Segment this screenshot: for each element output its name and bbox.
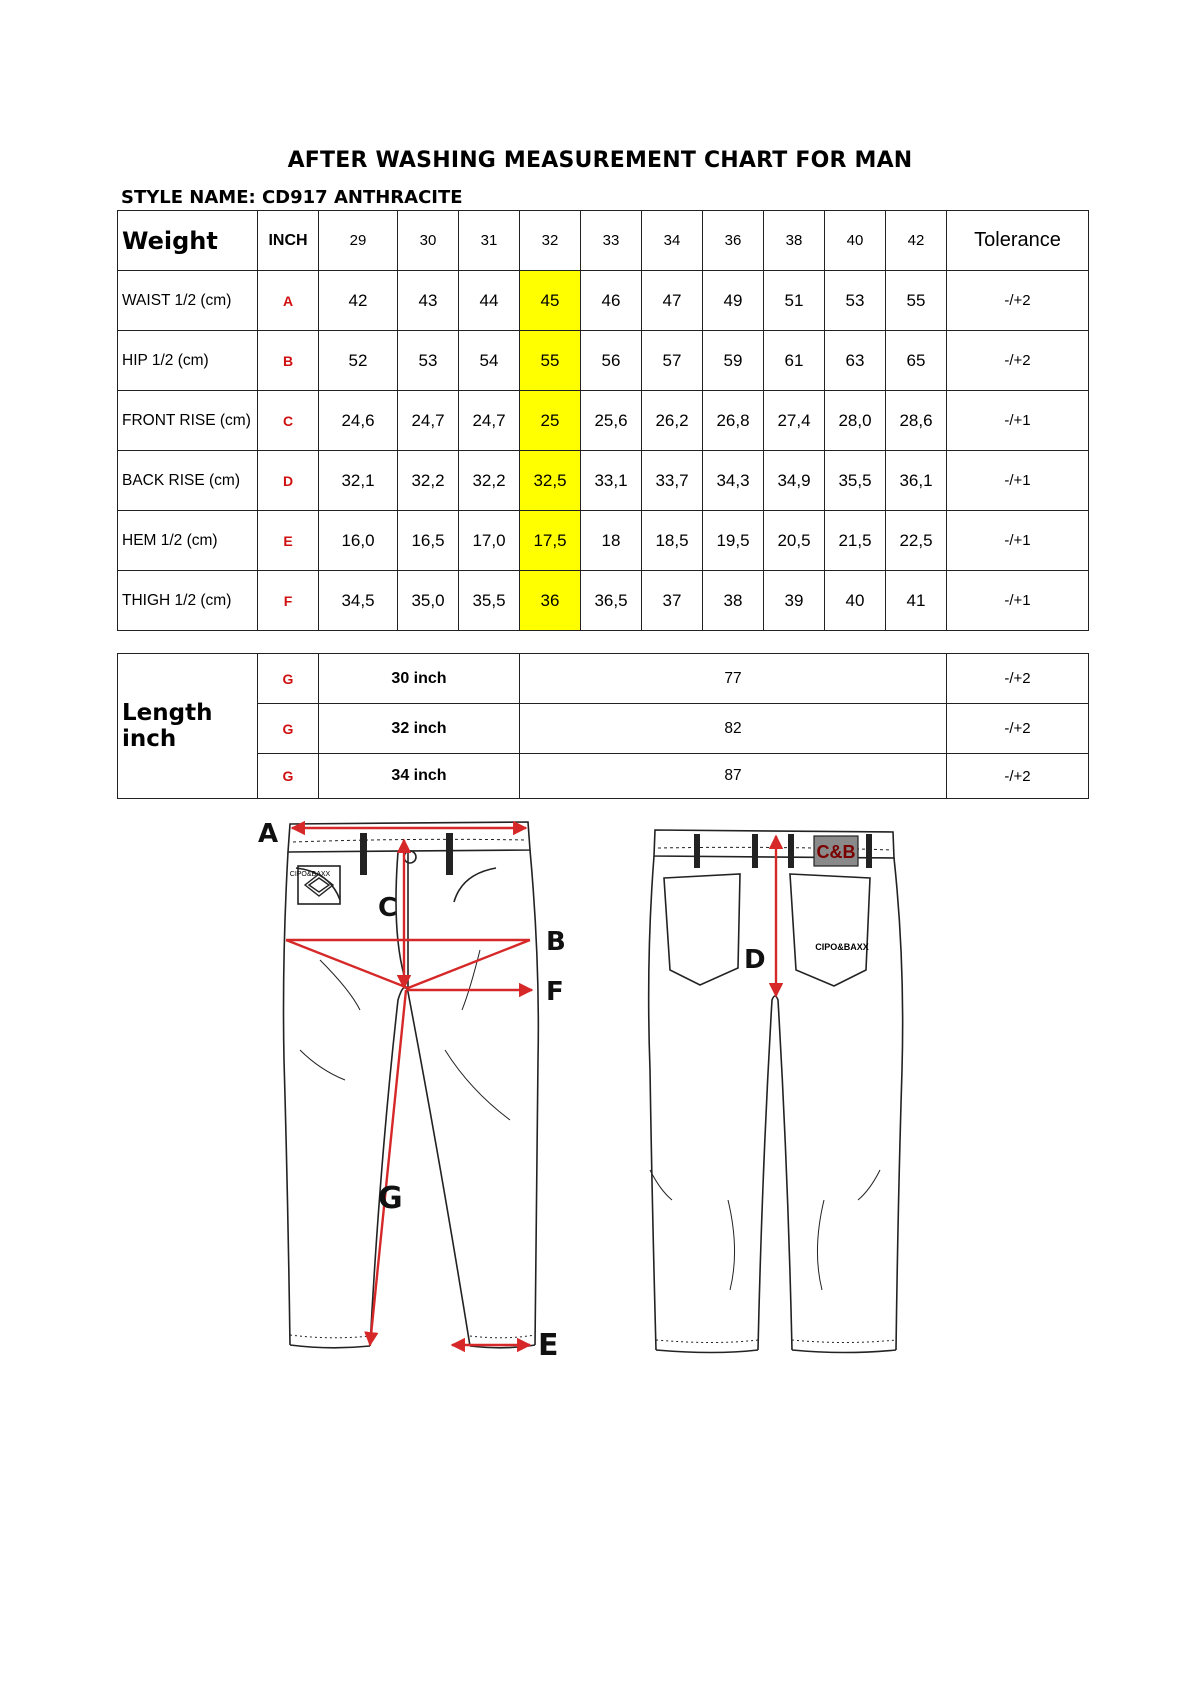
value-cell-highlighted: 25 — [520, 391, 581, 451]
length-code: G — [258, 754, 319, 799]
value-cell: 57 — [642, 331, 703, 391]
length-label: Length inch — [118, 654, 258, 799]
row-code: C — [258, 391, 319, 451]
weight-header: Weight — [118, 211, 258, 271]
value-cell: 49 — [703, 271, 764, 331]
length-size: 34 inch — [319, 754, 520, 799]
value-cell: 42 — [319, 271, 398, 331]
label-d: D — [744, 945, 766, 975]
length-size: 32 inch — [319, 704, 520, 754]
tolerance-cell: -/+1 — [947, 571, 1089, 631]
page-title: AFTER WASHING MEASUREMENT CHART FOR MAN — [287, 148, 913, 173]
value-cell: 40 — [825, 571, 886, 631]
value-cell-highlighted: 36 — [520, 571, 581, 631]
row-label: HEM 1/2 (cm) — [118, 511, 258, 571]
value-cell: 17,0 — [459, 511, 520, 571]
length-code: G — [258, 704, 319, 754]
value-cell: 33,7 — [642, 451, 703, 511]
value-cell: 35,5 — [825, 451, 886, 511]
value-cell: 53 — [398, 331, 459, 391]
value-cell: 65 — [886, 331, 947, 391]
value-cell-highlighted: 17,5 — [520, 511, 581, 571]
row-code: B — [258, 331, 319, 391]
length-value: 82 — [520, 704, 947, 754]
value-cell: 32,2 — [398, 451, 459, 511]
value-cell: 25,6 — [581, 391, 642, 451]
tolerance-cell: -/+1 — [947, 391, 1089, 451]
row-label: BACK RISE (cm) — [118, 451, 258, 511]
label-a: A — [258, 819, 279, 849]
size-header: 38 — [764, 211, 825, 271]
measure-line-b-diag2 — [408, 940, 530, 988]
value-cell-highlighted: 32,5 — [520, 451, 581, 511]
value-cell: 34,9 — [764, 451, 825, 511]
value-cell: 24,7 — [398, 391, 459, 451]
value-cell: 53 — [825, 271, 886, 331]
label-f: F — [546, 977, 564, 1007]
value-cell: 32,2 — [459, 451, 520, 511]
back-patch-logo: C&B — [816, 842, 856, 862]
row-code: D — [258, 451, 319, 511]
value-cell: 28,6 — [886, 391, 947, 451]
row-label: FRONT RISE (cm) — [118, 391, 258, 451]
style-name: STYLE NAME: CD917 ANTHRACITE — [121, 187, 463, 208]
value-cell: 28,0 — [825, 391, 886, 451]
value-cell: 38 — [703, 571, 764, 631]
measure-line-b-diag — [286, 940, 408, 988]
length-tolerance: -/+2 — [947, 704, 1089, 754]
measure-line-g — [370, 990, 406, 1345]
value-cell: 37 — [642, 571, 703, 631]
value-cell: 27,4 — [764, 391, 825, 451]
value-cell: 32,1 — [319, 451, 398, 511]
tolerance-header: Tolerance — [947, 211, 1089, 271]
row-code: E — [258, 511, 319, 571]
value-cell: 43 — [398, 271, 459, 331]
value-cell: 35,5 — [459, 571, 520, 631]
value-cell: 63 — [825, 331, 886, 391]
value-cell: 36,1 — [886, 451, 947, 511]
value-cell: 47 — [642, 271, 703, 331]
size-header: 42 — [886, 211, 947, 271]
size-header: 32 — [520, 211, 581, 271]
value-cell: 52 — [319, 331, 398, 391]
value-cell: 26,8 — [703, 391, 764, 451]
row-code: A — [258, 271, 319, 331]
value-cell: 41 — [886, 571, 947, 631]
row-label: WAIST 1/2 (cm) — [118, 271, 258, 331]
value-cell: 18 — [581, 511, 642, 571]
value-cell: 20,5 — [764, 511, 825, 571]
length-value: 87 — [520, 754, 947, 799]
size-header: 34 — [642, 211, 703, 271]
value-cell: 21,5 — [825, 511, 886, 571]
size-header: 29 — [319, 211, 398, 271]
tolerance-cell: -/+2 — [947, 271, 1089, 331]
value-cell-highlighted: 55 — [520, 331, 581, 391]
size-header: 40 — [825, 211, 886, 271]
tolerance-cell: -/+1 — [947, 451, 1089, 511]
label-b: B — [546, 927, 566, 957]
value-cell: 55 — [886, 271, 947, 331]
length-code: G — [258, 654, 319, 704]
value-cell: 16,5 — [398, 511, 459, 571]
size-header: 33 — [581, 211, 642, 271]
value-cell: 51 — [764, 271, 825, 331]
value-cell: 46 — [581, 271, 642, 331]
front-pocket-brand: CIPO&BAXX — [289, 871, 331, 878]
label-e: E — [538, 1328, 559, 1363]
value-cell: 26,2 — [642, 391, 703, 451]
value-cell: 16,0 — [319, 511, 398, 571]
value-cell: 61 — [764, 331, 825, 391]
length-tolerance: -/+2 — [947, 654, 1089, 704]
value-cell: 34,3 — [703, 451, 764, 511]
size-header: 30 — [398, 211, 459, 271]
value-cell: 54 — [459, 331, 520, 391]
value-cell: 39 — [764, 571, 825, 631]
value-cell: 19,5 — [703, 511, 764, 571]
front-pants-drawing — [284, 822, 539, 1348]
value-cell: 34,5 — [319, 571, 398, 631]
inch-header: INCH — [258, 211, 319, 271]
row-label: THIGH 1/2 (cm) — [118, 571, 258, 631]
front-measurement-lines — [286, 828, 532, 1345]
value-cell: 33,1 — [581, 451, 642, 511]
length-value: 77 — [520, 654, 947, 704]
length-size: 30 inch — [319, 654, 520, 704]
value-cell: 24,7 — [459, 391, 520, 451]
row-label: HIP 1/2 (cm) — [118, 331, 258, 391]
value-cell: 18,5 — [642, 511, 703, 571]
value-cell: 36,5 — [581, 571, 642, 631]
size-header: 36 — [703, 211, 764, 271]
value-cell: 24,6 — [319, 391, 398, 451]
value-cell: 56 — [581, 331, 642, 391]
back-pocket-brand: CIPO&BAXX — [815, 942, 869, 952]
length-tolerance: -/+2 — [947, 754, 1089, 799]
tolerance-cell: -/+1 — [947, 511, 1089, 571]
tolerance-cell: -/+2 — [947, 331, 1089, 391]
label-g: G — [378, 1181, 403, 1216]
size-header: 31 — [459, 211, 520, 271]
row-code: F — [258, 571, 319, 631]
value-cell: 35,0 — [398, 571, 459, 631]
label-c: C — [378, 893, 398, 923]
value-cell: 59 — [703, 331, 764, 391]
value-cell: 22,5 — [886, 511, 947, 571]
value-cell-highlighted: 45 — [520, 271, 581, 331]
value-cell: 44 — [459, 271, 520, 331]
